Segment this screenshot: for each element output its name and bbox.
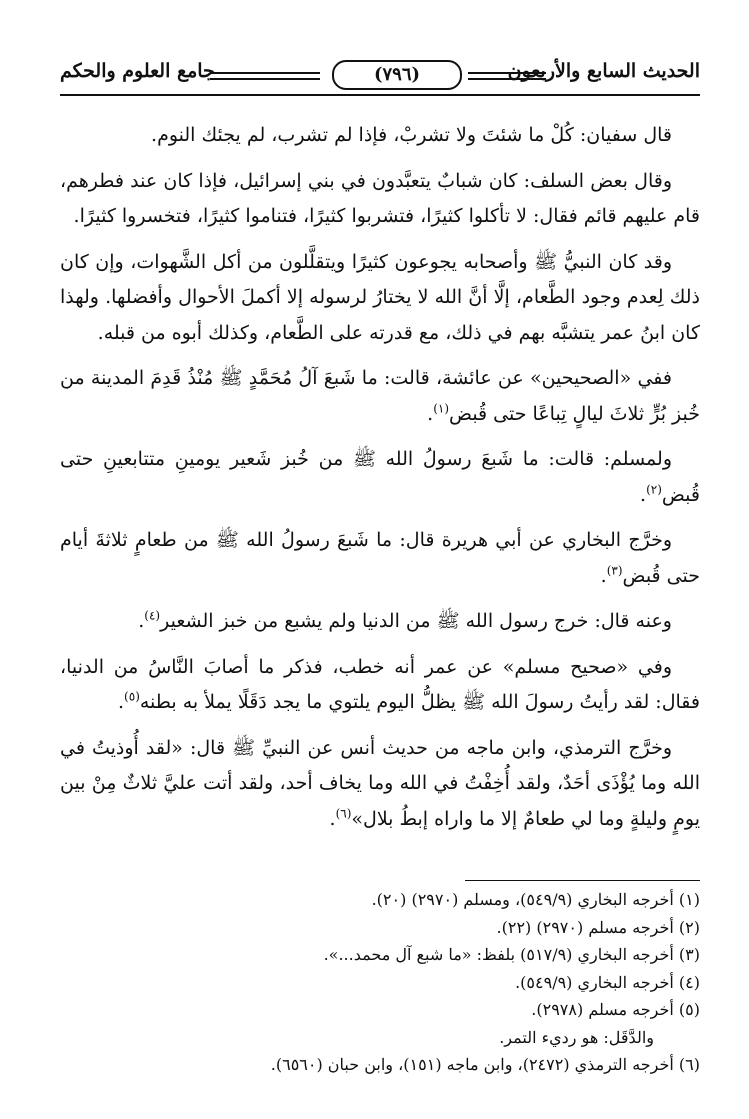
footnote-separator bbox=[465, 880, 700, 881]
paragraph: ففي «الصحيحين» عن عائشة، قالت: ما شَبعَ آلُ مُحَمَّدٍ ﷺ مُنْذُ قَدِمَ المدينة من خُبز بُرٍّ ثلاثَ ليالٍ تِباعًا حتى قُبض$^{(١)}$. bbox=[60, 367, 700, 425]
page-number: (٧٩٦) bbox=[332, 60, 462, 90]
footnote-ref[interactable]: (٤) bbox=[144, 608, 161, 623]
paragraph: وفي «صحيح مسلم» عن عمر أنه خطب، فذكر ما أصابَ النَّاسُ من الدنيا، فقال: لقد رأيتُ رسولَ الله ﷺ يظلُّ اليوم يلتوي ما يجد دَقَلًا يملأ به بطنه$^{(٥)}$. bbox=[60, 655, 700, 713]
paragraph: قال سفيان: كُلْ ما شئتَ ولا تشربْ، فإذا لم تشرب، لم يجئك النوم. bbox=[151, 124, 672, 146]
footnote: (٤) أخرجه البخاري (٥٤٩/٩). bbox=[515, 972, 700, 992]
paragraph: ولمسلم: قالت: ما شَبعَ رسولُ الله ﷺ من خُبز شَعير يومينِ متتابعينِ حتى قُبض$^{(٢)}$. bbox=[60, 448, 700, 506]
footnote-gloss: والدَّقَل: هو رديء التمر. bbox=[499, 1027, 654, 1047]
footnote: (٢) أخرجه مسلم (٢٩٧٠) (٢٢). bbox=[496, 917, 700, 937]
header-rule-left bbox=[210, 72, 320, 80]
footnote-ref[interactable]: (١) bbox=[433, 401, 450, 416]
footnotes bbox=[60, 886, 700, 1079]
main-text bbox=[60, 118, 700, 847]
paragraph: وخرَّج الترمذي، وابن ماجه من حديث أنس عن النبيِّ ﷺ قال: «لقد أُوذيتُ في الله وما يُؤْذَى أحَدٌ، ولقد أُخِفْتُ في الله وما يخاف أحد، ولقد أتت عليَّ ثلاثٌ مِنْ بين يومٍ وليلةٍ وما لي طعامٌ إلا ما واراه إبطُ بلال»$^{(٦)}$. bbox=[60, 736, 700, 830]
paragraph: وقد كان النبيُّ ﷺ وأصحابه يجوعون كثيرًا ويتقلَّلون من أكل الشَّهوات، وإن كان ذلك لِعدم وجود الطَّعام، إلَّا أنَّ الله لا يختارُ لرسوله إلا أكملَ الأحوال وأفضلها. ولهذا كان ابنُ عمر يتشبَّه بهم في ذلك، مع قدرته على الطَّعام، وكذلك أبوه من قبله. bbox=[60, 250, 700, 344]
chapter-title: الحديث السابع والأربعون bbox=[507, 60, 700, 82]
footnote-ref[interactable]: (٦) bbox=[335, 806, 352, 821]
header-underline bbox=[60, 94, 700, 96]
book-title: جامع العلوم والحكم bbox=[60, 60, 215, 82]
footnote: (٦) أخرجه الترمذي (٢٤٧٢)، وابن ماجه (١٥١)، وابن حبان (٦٥٦٠). bbox=[270, 1055, 700, 1074]
paragraph: وخرَّج البخاري عن أبي هريرة قال: ما شَبعَ رسولُ الله ﷺ من طعامٍ ثلاثةَ أيام حتى قُبض$^{(٣)}$. bbox=[60, 529, 700, 587]
footnote: (٣) أخرجه البخاري (٥١٧/٩) بلفظ: «ما شبع آل محمد...». bbox=[323, 945, 700, 964]
footnote-ref[interactable]: (٢) bbox=[646, 482, 662, 497]
header-rule-right bbox=[468, 72, 546, 80]
page-header bbox=[60, 54, 700, 94]
footnote-ref[interactable]: (٣) bbox=[606, 563, 623, 578]
footnote: (١) أخرجه البخاري (٥٤٩/٩)، ومسلم (٢٩٧٠) (٢٠). bbox=[371, 890, 700, 909]
footnote-ref[interactable]: (٥) bbox=[124, 689, 140, 704]
paragraph: وقال بعض السلف: كان شبابٌ يتعبَّدون في بني إسرائيل، فإذا كان عند فطرهم، قام عليهم قائم فقال: لا تأكلوا كثيرًا، فتشربوا كثيرًا، فتناموا كثيرًا، فتخسروا كثيرًا. bbox=[60, 169, 700, 227]
footnote: (٥) أخرجه مسلم (٢٩٧٨). bbox=[531, 1000, 700, 1019]
paragraph: وعنه قال: خرج رسول الله ﷺ من الدنيا ولم يشبع من خبز الشعير$^{(٤)}$. bbox=[138, 608, 672, 632]
